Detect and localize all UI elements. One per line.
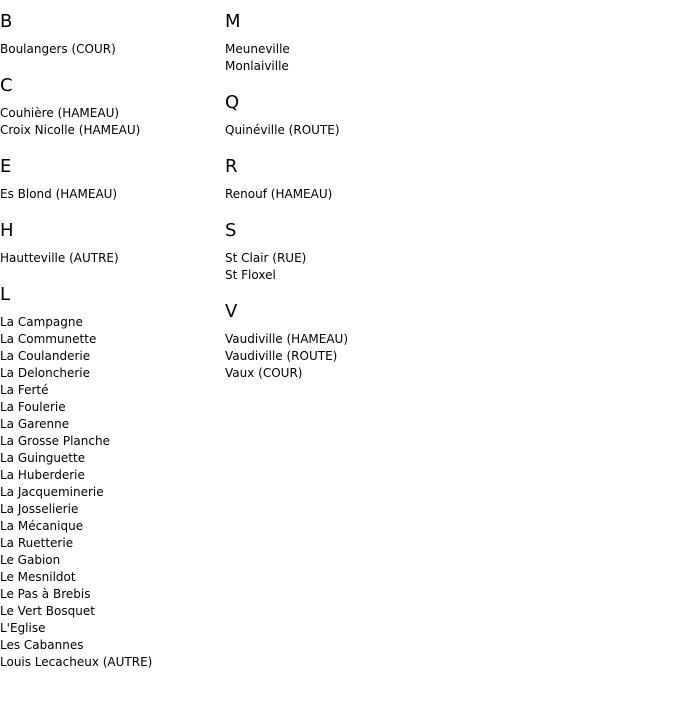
letter-heading: S (225, 220, 237, 241)
index-column-left (0, 0, 225, 687)
letter-group-q (225, 91, 450, 139)
place-list (0, 105, 225, 139)
place-item: La Deloncherie (0, 366, 90, 380)
place-list (225, 122, 450, 139)
place-item: Vaux (COUR) (225, 366, 303, 380)
letter-group-s (225, 219, 450, 284)
letter-group-l (0, 283, 225, 671)
place-item: Quinéville (ROUTE) (225, 123, 340, 137)
place-list (0, 250, 225, 267)
letter-group-v (225, 300, 450, 382)
place-item: La Foulerie (0, 400, 66, 414)
letter-group-h (0, 219, 225, 267)
place-item: La Huberderie (0, 468, 85, 482)
place-item: La Coulanderie (0, 349, 91, 363)
place-item: Monlaiville (225, 59, 289, 73)
place-item: Le Vert Bosquet (0, 604, 95, 618)
place-item: Couhière (HAMEAU) (0, 106, 120, 120)
place-list (0, 314, 225, 671)
place-item: La Mécanique (0, 519, 84, 533)
letter-heading: L (0, 284, 11, 305)
place-item: L'Eglise (0, 621, 46, 635)
letter-heading: M (225, 11, 241, 32)
place-item: La Ruetterie (0, 536, 74, 550)
letter-group-e (0, 155, 225, 203)
place-list (0, 186, 225, 203)
place-item: Croix Nicolle (HAMEAU) (0, 123, 141, 137)
letter-heading: E (0, 156, 12, 177)
letter-group-c (0, 74, 225, 139)
place-item: Le Mesnildot (0, 570, 76, 584)
letter-group-r (225, 155, 450, 203)
place-item: Meuneville (225, 42, 290, 56)
letter-heading: B (0, 11, 13, 32)
index-column-right (225, 0, 450, 398)
place-item: Vaudiville (HAMEAU) (225, 332, 349, 346)
place-list (0, 41, 225, 58)
letter-group-m (225, 10, 450, 75)
place-item: Vaudiville (ROUTE) (225, 349, 338, 363)
place-item: La Josselierie (0, 502, 79, 516)
place-item: St Floxel (225, 268, 276, 282)
letter-heading: C (0, 75, 13, 96)
place-item: La Campagne (0, 315, 83, 329)
place-item: Louis Lecacheux (AUTRE) (0, 655, 153, 669)
place-item: Les Cabannes (0, 638, 84, 652)
place-item: La Ferté (0, 383, 49, 397)
letter-group-b (0, 10, 225, 58)
letter-heading: V (225, 301, 238, 322)
place-item: La Jacqueminerie (0, 485, 104, 499)
place-item: Le Pas à Brebis (0, 587, 91, 601)
place-item: Boulangers (COUR) (0, 42, 116, 56)
place-item: Es Blond (HAMEAU) (0, 187, 118, 201)
place-list (225, 250, 450, 284)
place-list (225, 186, 450, 203)
place-item: St Clair (RUE) (225, 251, 307, 265)
letter-heading: Q (225, 92, 240, 113)
letter-heading: R (225, 156, 238, 177)
place-item: Le Gabion (0, 553, 61, 567)
letter-heading: H (0, 220, 14, 241)
place-item: Renouf (HAMEAU) (225, 187, 333, 201)
place-item: La Garenne (0, 417, 70, 431)
place-item: Hautteville (AUTRE) (0, 251, 119, 265)
place-item: La Communette (0, 332, 97, 346)
place-list (225, 41, 450, 75)
place-item: La Guinguette (0, 451, 86, 465)
place-item: La Grosse Planche (0, 434, 110, 448)
place-list (225, 331, 450, 382)
